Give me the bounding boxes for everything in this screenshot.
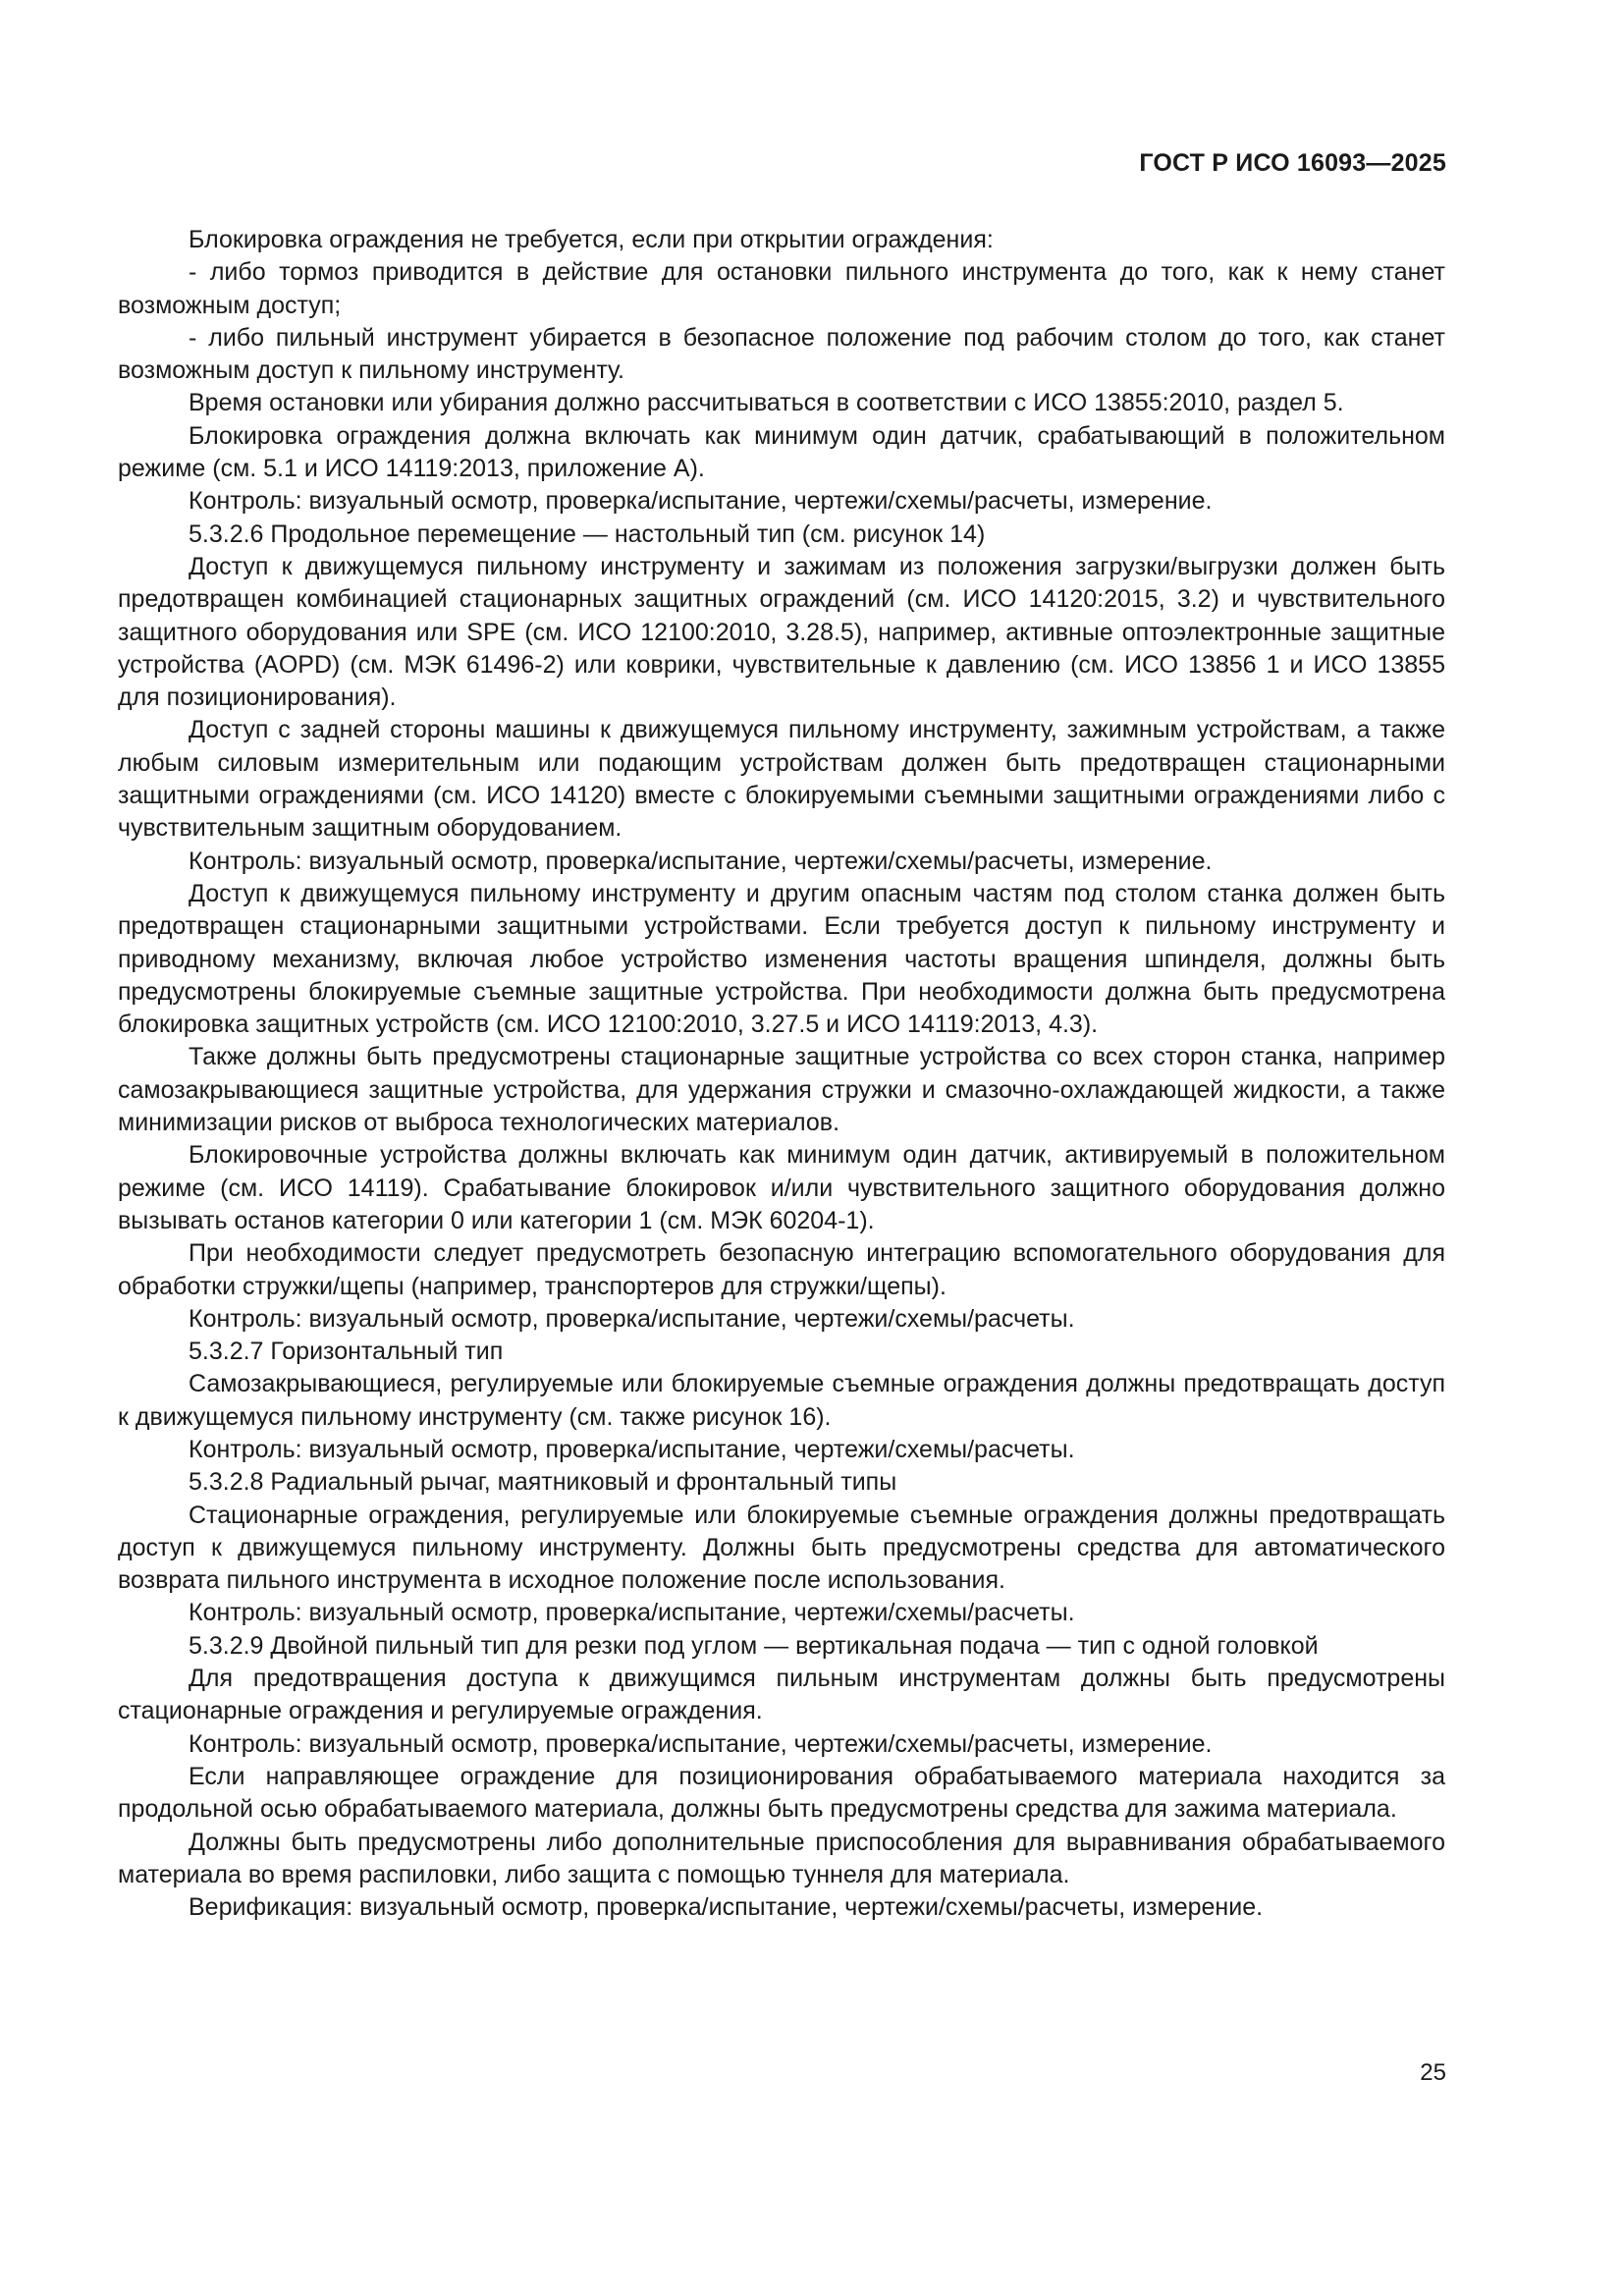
page-number: 25 bbox=[1420, 2059, 1446, 2086]
paragraph: Блокировочные устройства должны включать как минимум один датчик, активируемый в положительном режиме (см. ИСО 14119). Срабатывание блокировок и/или чувствительного защитного оборудования должно вызывать останов категории 0 или категории 1 (см. МЭК 60204-1). bbox=[118, 1141, 1445, 1234]
paragraph: Блокировка ограждения должна включать как минимум один датчик, срабатывающий в положительном режиме (см. 5.1 и ИСО 14119:2013, приложение А). bbox=[118, 421, 1445, 483]
paragraph: Контроль: визуальный осмотр, проверка/испытание, чертежи/схемы/расчеты, измерение. bbox=[189, 487, 1213, 516]
document-header: ГОСТ Р ИСО 16093—2025 bbox=[1139, 149, 1446, 177]
paragraph: Для предотвращения доступа к движущимся пильным инструментам должны быть предусмотрены стационарные ограждения и регулируемые ограждения. bbox=[118, 1665, 1445, 1725]
section-heading: 5.3.2.8 Радиальный рычаг, маятниковый и фронтальный типы bbox=[189, 1468, 897, 1497]
paragraph: Также должны быть предусмотрены стационарные защитные устройства со всех сторон станка, например самозакрывающиеся защитные устройства, для удержания стружки и смазочно-охлаждающей жидкости, а также минимизации рисков от выброса технологических материалов. bbox=[118, 1043, 1445, 1137]
paragraph: Если направляющее ограждение для позиционирования обрабатываемого материала находится за продольной осью обрабатываемого материала, должны быть предусмотрены средства для зажима материала. bbox=[118, 1762, 1445, 1824]
section-heading: 5.3.2.6 Продольное перемещение — настольный тип (см. рисунок 14) bbox=[189, 519, 986, 548]
paragraph: Верификация: визуальный осмотр, проверка/испытание, чертежи/схемы/расчеты, измерение. bbox=[189, 1893, 1264, 1922]
paragraph: Контроль: визуальный осмотр, проверка/испытание, чертежи/схемы/расчеты. bbox=[189, 1435, 1075, 1463]
paragraph: При необходимости следует предусмотреть безопасную интеграцию вспомогательного оборудования для обработки стружки/щепы (например, транспортеров для стружки/щепы). bbox=[118, 1239, 1445, 1300]
paragraph: Стационарные ограждения, регулируемые или блокируемые съемные ограждения должны предотвращать доступ к движущемуся пильному инструменту. Должны быть предусмотрены средства для автоматического возврата пильного инструмента в исходное положение после использования. bbox=[118, 1501, 1445, 1595]
paragraph: - либо тормоз приводится в действие для остановки пильного инструмента до того, как к нему станет возможным доступ; bbox=[118, 258, 1445, 319]
section-heading: 5.3.2.9 Двойной пильный тип для резки под углом — вертикальная подача — тип с одной головкой bbox=[189, 1631, 1319, 1660]
paragraph: Контроль: визуальный осмотр, проверка/испытание, чертежи/схемы/расчеты, измерение. bbox=[189, 1729, 1213, 1758]
paragraph: - либо пильный инструмент убирается в безопасное положение под рабочим столом до того, как станет возможным доступ к пильному инструменту. bbox=[118, 323, 1445, 385]
paragraph: Блокировка ограждения не требуется, если при открытии ограждения: bbox=[189, 226, 994, 253]
paragraph: Доступ к движущемуся пильному инструменту и другим опасным частям под столом станка должен быть предотвращен стационарными защитными устройствами. Если требуется доступ к пильному инструменту и приводному механизму, включая любое устройство изменения частоты вращения шпинделя, должны быть предусмотрены блокируемые съемные защитные устройства. При необходимости должна быть предусмотрена блокировка защитных устройств (см. ИСО 12100:2010, 3.27.5 и ИСО 14119:2013, 4.3). bbox=[118, 879, 1445, 1039]
paragraph: Контроль: визуальный осмотр, проверка/испытание, чертежи/схемы/расчеты. bbox=[189, 1304, 1075, 1333]
paragraph: Должны быть предусмотрены либо дополнительные приспособления для выравнивания обрабатываемого материала во время распиловки, либо защита с помощью туннеля для материала. bbox=[118, 1828, 1445, 1888]
paragraph: Время остановки или убирания должно рассчитываться в соответствии с ИСО 13855:2010, раздел 5. bbox=[189, 389, 1344, 417]
paragraph: Доступ с задней стороны машины к движущемуся пильному инструменту, зажимным устройствам, а также любым силовым измерительным или подающим устройствам должен быть предотвращен стационарными защитными ограждениями (см. ИСО 14120) вместе с блокируемыми съемными защитными ограждениями либо с чувствительным защитным оборудованием. bbox=[118, 716, 1445, 843]
paragraph: Контроль: визуальный осмотр, проверка/испытание, чертежи/схемы/расчеты, измерение. bbox=[189, 847, 1213, 875]
paragraph: Самозакрывающиеся, регулируемые или блокируемые съемные ограждения должны предотвращать доступ к движущемуся пильному инструменту (см. также рисунок 16). bbox=[118, 1370, 1445, 1431]
paragraph: Контроль: визуальный осмотр, проверка/испытание, чертежи/схемы/расчеты. bbox=[189, 1599, 1075, 1627]
document-body bbox=[118, 224, 1445, 1924]
paragraph: Доступ к движущемуся пильному инструменту и зажимам из положения загрузки/выгрузки должен быть предотвращен комбинацией стационарных защитных ограждений (см. ИСО 14120:2015, 3.2) и чувствительного защитного оборудования или SPE (см. ИСО 12100:2010, 3.28.5), например, активные оптоэлектронные защитные устройства (AOPD) (см. МЭК 61496-2) или коврики, чувствительные к давлению (см. ИСО 13856 1 и ИСО 13855 для позиционирования). bbox=[118, 552, 1445, 712]
section-heading: 5.3.2.7 Горизонтальный тип bbox=[189, 1338, 504, 1366]
